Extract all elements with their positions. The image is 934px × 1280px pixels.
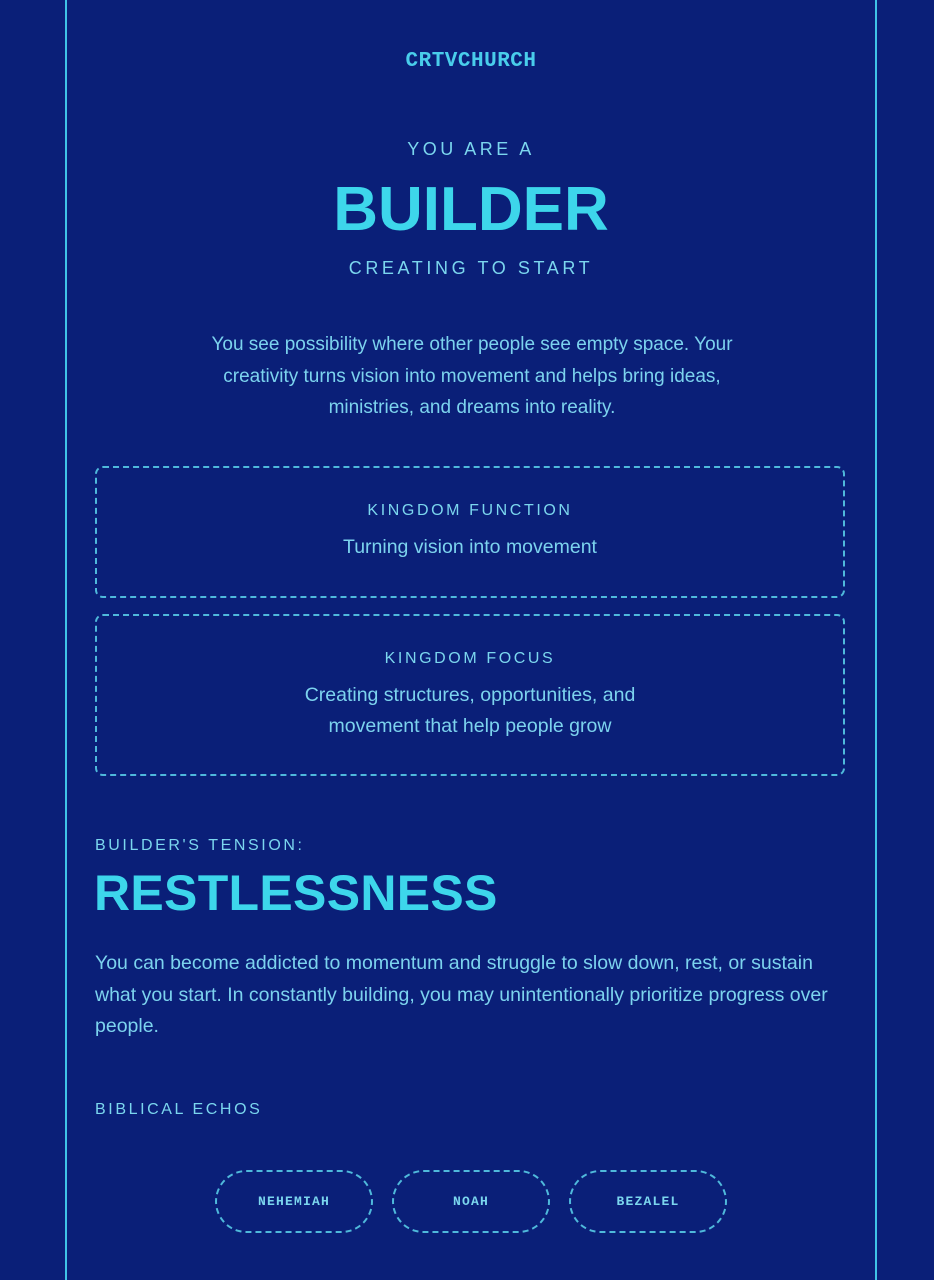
kingdom-focus-value: Creating structures, opportunities, and movement that help people grow <box>304 684 636 737</box>
kingdom-focus-label: KINGDOM FOCUS <box>384 650 556 667</box>
result-type-title: BUILDER <box>333 175 609 244</box>
echo-pill-nehemiah[interactable]: NEHEMIAH <box>215 1170 373 1233</box>
biblical-echos-label: BIBLICAL ECHOS <box>95 1101 263 1118</box>
echo-pill-noah[interactable]: NOAH <box>392 1170 550 1233</box>
biblical-echos-list <box>215 1170 727 1233</box>
tension-label: BUILDER'S TENSION: <box>95 837 305 854</box>
result-type-subtitle: CREATING TO START <box>348 258 594 278</box>
kingdom-function-box <box>95 466 845 598</box>
result-card <box>65 0 877 1280</box>
result-intro: YOU ARE A <box>407 139 535 159</box>
kingdom-function-value: Turning vision into movement <box>343 536 597 558</box>
brand-logo: CRTVCHURCH <box>405 50 537 73</box>
kingdom-function-label: KINGDOM FUNCTION <box>367 502 573 519</box>
echo-pill-bezalel[interactable]: BEZALEL <box>569 1170 727 1233</box>
tension-description: You can become addicted to momentum and struggle to slow down, rest, or sustain what you start. In constantly building, you may unintentionally prioritize progress over people. <box>95 952 828 1037</box>
tension-title: RESTLESSNESS <box>94 865 498 921</box>
result-description: You see possibility where other people see empty space. Your creativity turns vision into movement and helps bring ideas, ministries, and dreams into reality. <box>211 334 733 418</box>
kingdom-focus-box <box>95 614 845 776</box>
